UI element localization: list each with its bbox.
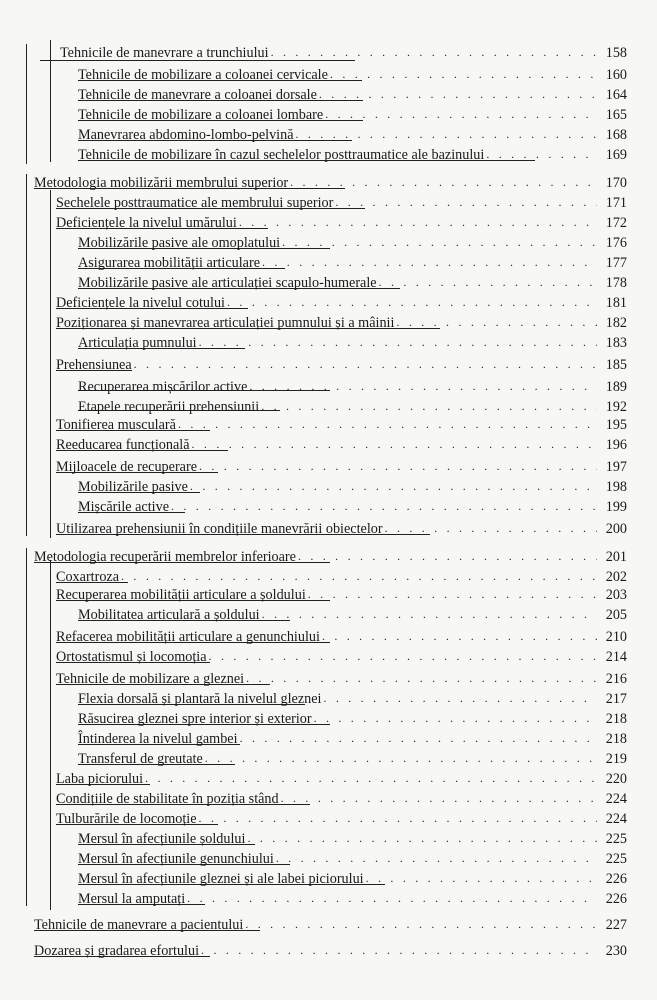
toc-entry-page-number: 176 xyxy=(605,235,627,251)
toc-entry[interactable] xyxy=(34,940,627,960)
toc-entry[interactable] xyxy=(56,192,627,212)
toc-entry-title: Tehnicile de mobilizare în cazul sechelelor posttraumatice ale bazinului xyxy=(78,147,485,163)
toc-entry[interactable] xyxy=(56,646,627,666)
toc-entry-page-number: 224 xyxy=(605,811,627,827)
toc-entry-page-number: 172 xyxy=(605,215,627,231)
toc-entry-title: Utilizarea prehensiunii în condițiile manevrării obiectelor xyxy=(56,521,383,537)
toc-entry-page-number: 224 xyxy=(605,791,627,807)
toc-entry[interactable] xyxy=(78,144,627,164)
toc-entry-title: Condițiile de stabilitate în poziția stând xyxy=(56,791,279,807)
toc-entry[interactable] xyxy=(78,728,627,748)
toc-dot-leader xyxy=(296,125,598,143)
toc-dot-leader xyxy=(486,145,597,163)
toc-entry-title: Asigurarea mobilității articulare xyxy=(78,255,260,271)
toc-dot-leader xyxy=(271,43,597,61)
toc-entry[interactable] xyxy=(78,376,627,396)
toc-entry-page-number: 181 xyxy=(605,295,627,311)
toc-entry-page-number: 217 xyxy=(605,691,627,707)
toc-entry[interactable] xyxy=(56,354,627,374)
toc-entry-page-number: 226 xyxy=(605,891,627,907)
toc-entry[interactable] xyxy=(78,104,627,124)
toc-dot-leader xyxy=(325,105,597,123)
toc-entry[interactable] xyxy=(78,748,627,768)
toc-dot-leader xyxy=(385,519,597,537)
toc-entry[interactable] xyxy=(56,768,627,788)
toc-entry-title: Deficiențele la nivelul umărului xyxy=(56,215,237,231)
toc-entry-page-number: 196 xyxy=(605,437,627,453)
toc-entry-page-number: 230 xyxy=(605,943,627,959)
toc-dot-leader xyxy=(190,477,597,495)
toc-entry-page-number: 203 xyxy=(605,587,627,603)
subsection-bracket-line xyxy=(50,190,51,538)
toc-dot-leader xyxy=(192,435,597,453)
toc-entry-title: Metodologia mobilizării membrului superior xyxy=(34,175,289,191)
toc-entry-page-number: 183 xyxy=(605,335,627,351)
toc-entry-page-number: 227 xyxy=(605,917,627,933)
toc-entry[interactable] xyxy=(78,396,627,416)
toc-dot-leader xyxy=(121,567,597,585)
toc-entry-title: Ortostatismul și locomoția xyxy=(56,649,207,665)
toc-entry-page-number: 216 xyxy=(605,671,627,687)
toc-entry-title: Poziționarea și manevrarea articulației pumnului și a mâinii xyxy=(56,315,395,331)
toc-dot-leader xyxy=(199,809,597,827)
toc-entry-title: Prehensiunea xyxy=(56,357,132,373)
toc-entry-page-number: 201 xyxy=(605,549,627,565)
toc-entry-page-number: 164 xyxy=(605,87,627,103)
toc-entry-title: Tehnicile de manevrare a pacientului xyxy=(34,917,244,933)
toc-entry[interactable] xyxy=(78,708,627,728)
toc-dot-leader xyxy=(323,689,597,707)
toc-dot-leader xyxy=(245,915,597,933)
toc-entry-title: Mersul la amputați xyxy=(78,891,186,907)
toc-entry[interactable] xyxy=(60,42,627,62)
toc-entry[interactable] xyxy=(56,668,627,688)
toc-entry-title: Mersul în afecțiunile șoldului xyxy=(78,831,246,847)
toc-entry-title: Tehnicile de mobilizare a coloanei cervicale xyxy=(78,67,328,83)
section-bracket-line xyxy=(26,44,27,164)
toc-entry-page-number: 210 xyxy=(605,629,627,645)
toc-entry-title: Coxartroza xyxy=(56,569,120,585)
toc-entry-title: Mersul în afecțiunile gleznei și ale labei piciorului xyxy=(78,871,364,887)
toc-entry-page-number: 219 xyxy=(605,751,627,767)
toc-entry-title: Tehnicile de manevrare a coloanei dorsale xyxy=(78,87,317,103)
toc-entry-title: Articulația pumnului xyxy=(78,335,197,351)
toc-entry[interactable] xyxy=(56,584,627,604)
toc-entry-title: Tehnicile de manevrare a trunchiului xyxy=(60,45,269,61)
toc-entry-title: Reeducarea funcțională xyxy=(56,437,190,453)
subsection-bracket-line xyxy=(50,40,51,162)
toc-dot-leader xyxy=(290,173,597,191)
toc-entry-title: Răsucirea gleznei spre interior și exterior xyxy=(78,711,312,727)
toc-entry-page-number: 197 xyxy=(605,459,627,475)
toc-entry-title: Întinderea la nivelul gambei xyxy=(78,731,238,747)
toc-dot-leader xyxy=(227,293,597,311)
toc-entry-page-number: 195 xyxy=(605,417,627,433)
toc-entry[interactable] xyxy=(56,566,627,586)
toc-entry[interactable] xyxy=(78,476,627,496)
toc-entry-page-number: 192 xyxy=(605,399,627,415)
toc-entry-title: Recuperarea mișcărilor active xyxy=(78,379,248,395)
toc-entry-title: Refacerea mobilității articulare a genunchiului xyxy=(56,629,320,645)
toc-entry-title: Manevrarea abdomino-lombo-pelvină xyxy=(78,127,294,143)
toc-dot-leader xyxy=(187,889,597,907)
section-bracket-line xyxy=(26,548,27,906)
toc-dot-leader xyxy=(247,829,597,847)
toc-dot-leader xyxy=(199,457,597,475)
toc-dot-leader xyxy=(249,377,597,395)
toc-entry-title: Transferul de greutate xyxy=(78,751,203,767)
toc-entry-title: Mobilitatea articulară a șoldului xyxy=(78,607,260,623)
toc-entry-page-number: 170 xyxy=(605,175,627,191)
toc-entry-page-number: 205 xyxy=(605,607,627,623)
toc-entry-page-number: 168 xyxy=(605,127,627,143)
toc-dot-leader xyxy=(171,497,597,515)
toc-dot-leader xyxy=(134,355,597,373)
toc-entry-page-number: 202 xyxy=(605,569,627,585)
toc-entry-title: Flexia dorsală și plantară la nivelul gleznei xyxy=(78,691,322,707)
toc-entry[interactable] xyxy=(78,848,627,868)
toc-entry[interactable] xyxy=(78,868,627,888)
toc-entry[interactable] xyxy=(56,414,627,434)
toc-dot-leader xyxy=(199,333,597,351)
toc-dot-leader xyxy=(262,605,597,623)
toc-entry-page-number: 198 xyxy=(605,479,627,495)
toc-entry-page-number: 182 xyxy=(605,315,627,331)
toc-dot-leader xyxy=(276,849,597,867)
toc-entry-title: Tehnicile de mobilizare a coloanei lombare xyxy=(78,107,324,123)
toc-entry-page-number: 200 xyxy=(605,521,627,537)
toc-entry-title: Mobilizările pasive ale omoplatului xyxy=(78,235,281,251)
toc-dot-leader xyxy=(240,729,597,747)
toc-entry-title: Metodologia recuperării membrelor inferioare xyxy=(34,549,296,565)
toc-entry-title: Deficiențele la nivelul cotului xyxy=(56,295,226,311)
toc-entry[interactable] xyxy=(34,914,627,934)
toc-entry[interactable] xyxy=(78,64,627,84)
toc-dot-leader xyxy=(322,627,597,645)
toc-dot-leader xyxy=(239,213,597,231)
toc-entry[interactable] xyxy=(78,124,627,144)
toc-entry[interactable] xyxy=(56,212,627,232)
toc-entry-page-number: 177 xyxy=(605,255,627,271)
toc-entry-title: Tulburările de locomoție xyxy=(56,811,197,827)
toc-entry[interactable] xyxy=(56,434,627,454)
toc-entry-title: Tehnicile de mobilizare a gleznei xyxy=(56,671,245,687)
toc-dot-leader xyxy=(281,789,597,807)
toc-entry-title: Mișcările active xyxy=(78,499,169,515)
toc-entry-page-number: 185 xyxy=(605,357,627,373)
toc-entry[interactable] xyxy=(78,252,627,272)
toc-entry[interactable] xyxy=(78,84,627,104)
toc-entry-title: Sechelele posttraumatice ale membrului superior xyxy=(56,195,334,211)
toc-entry[interactable] xyxy=(56,456,627,476)
toc-entry[interactable] xyxy=(78,604,627,624)
toc-entry[interactable] xyxy=(78,496,627,516)
toc-dot-leader xyxy=(262,253,597,271)
toc-entry[interactable] xyxy=(34,546,627,566)
toc-dot-leader xyxy=(246,669,597,687)
toc-entry[interactable] xyxy=(78,232,627,252)
toc-entry-page-number: 199 xyxy=(605,499,627,515)
toc-entry-page-number: 220 xyxy=(605,771,627,787)
toc-dot-leader xyxy=(282,233,597,251)
toc-entry[interactable] xyxy=(56,808,627,828)
toc-dot-leader xyxy=(298,547,597,565)
toc-entry-page-number: 226 xyxy=(605,871,627,887)
toc-entry-page-number: 225 xyxy=(605,851,627,867)
toc-entry-page-number: 218 xyxy=(605,731,627,747)
toc-entry[interactable] xyxy=(34,172,627,192)
toc-entry[interactable] xyxy=(56,518,627,538)
toc-entry[interactable] xyxy=(56,312,627,332)
toc-dot-leader xyxy=(209,647,597,665)
toc-entry-title: Etapele recuperării prehensiunii xyxy=(78,399,260,415)
toc-dot-leader xyxy=(178,415,597,433)
toc-entry-title: Recuperarea mobilității articulare a șoldului xyxy=(56,587,306,603)
toc-dot-leader xyxy=(335,193,597,211)
toc-dot-leader xyxy=(314,709,597,727)
toc-entry[interactable] xyxy=(56,292,627,312)
subsection-bracket-line xyxy=(50,560,51,910)
toc-entry-title: Laba piciorului xyxy=(56,771,144,787)
toc-entry-title: Mersul în afecțiunile genunchiului xyxy=(78,851,274,867)
section-bracket-line xyxy=(26,174,27,536)
toc-entry-title: Tonifierea musculară xyxy=(56,417,176,433)
toc-dot-leader xyxy=(201,941,597,959)
toc-dot-leader xyxy=(308,585,597,603)
toc-dot-leader xyxy=(366,869,597,887)
toc-dot-leader xyxy=(205,749,597,767)
toc-entry[interactable] xyxy=(78,332,627,352)
toc-entry-page-number: 214 xyxy=(605,649,627,665)
toc-entry-page-number: 160 xyxy=(605,67,627,83)
toc-dot-leader xyxy=(145,769,597,787)
toc-entry-page-number: 178 xyxy=(605,275,627,291)
toc-entry[interactable] xyxy=(78,828,627,848)
toc-entry-page-number: 218 xyxy=(605,711,627,727)
toc-entry-page-number: 165 xyxy=(605,107,627,123)
toc-dot-leader xyxy=(261,397,597,415)
toc-entry[interactable] xyxy=(56,626,627,646)
toc-entry[interactable] xyxy=(56,788,627,808)
toc-entry-title: Mijloacele de recuperare xyxy=(56,459,197,475)
toc-entry-page-number: 189 xyxy=(605,379,627,395)
toc-entry-page-number: 169 xyxy=(605,147,627,163)
toc-entry-title: Mobilizările pasive ale articulației scapulo-humerale xyxy=(78,275,377,291)
toc-dot-leader xyxy=(330,65,597,83)
toc-entry-page-number: 225 xyxy=(605,831,627,847)
toc-entry[interactable] xyxy=(78,688,627,708)
toc-dot-leader xyxy=(379,273,597,291)
toc-entry-title: Mobilizările pasive xyxy=(78,479,188,495)
toc-dot-leader xyxy=(396,313,597,331)
toc-entry-page-number: 171 xyxy=(605,195,627,211)
toc-entry[interactable] xyxy=(78,888,627,908)
toc-entry[interactable] xyxy=(78,272,627,292)
toc-entry-title: Dozarea și gradarea efortului xyxy=(34,943,200,959)
toc-dot-leader xyxy=(319,85,597,103)
toc-entry-page-number: 158 xyxy=(605,45,627,61)
